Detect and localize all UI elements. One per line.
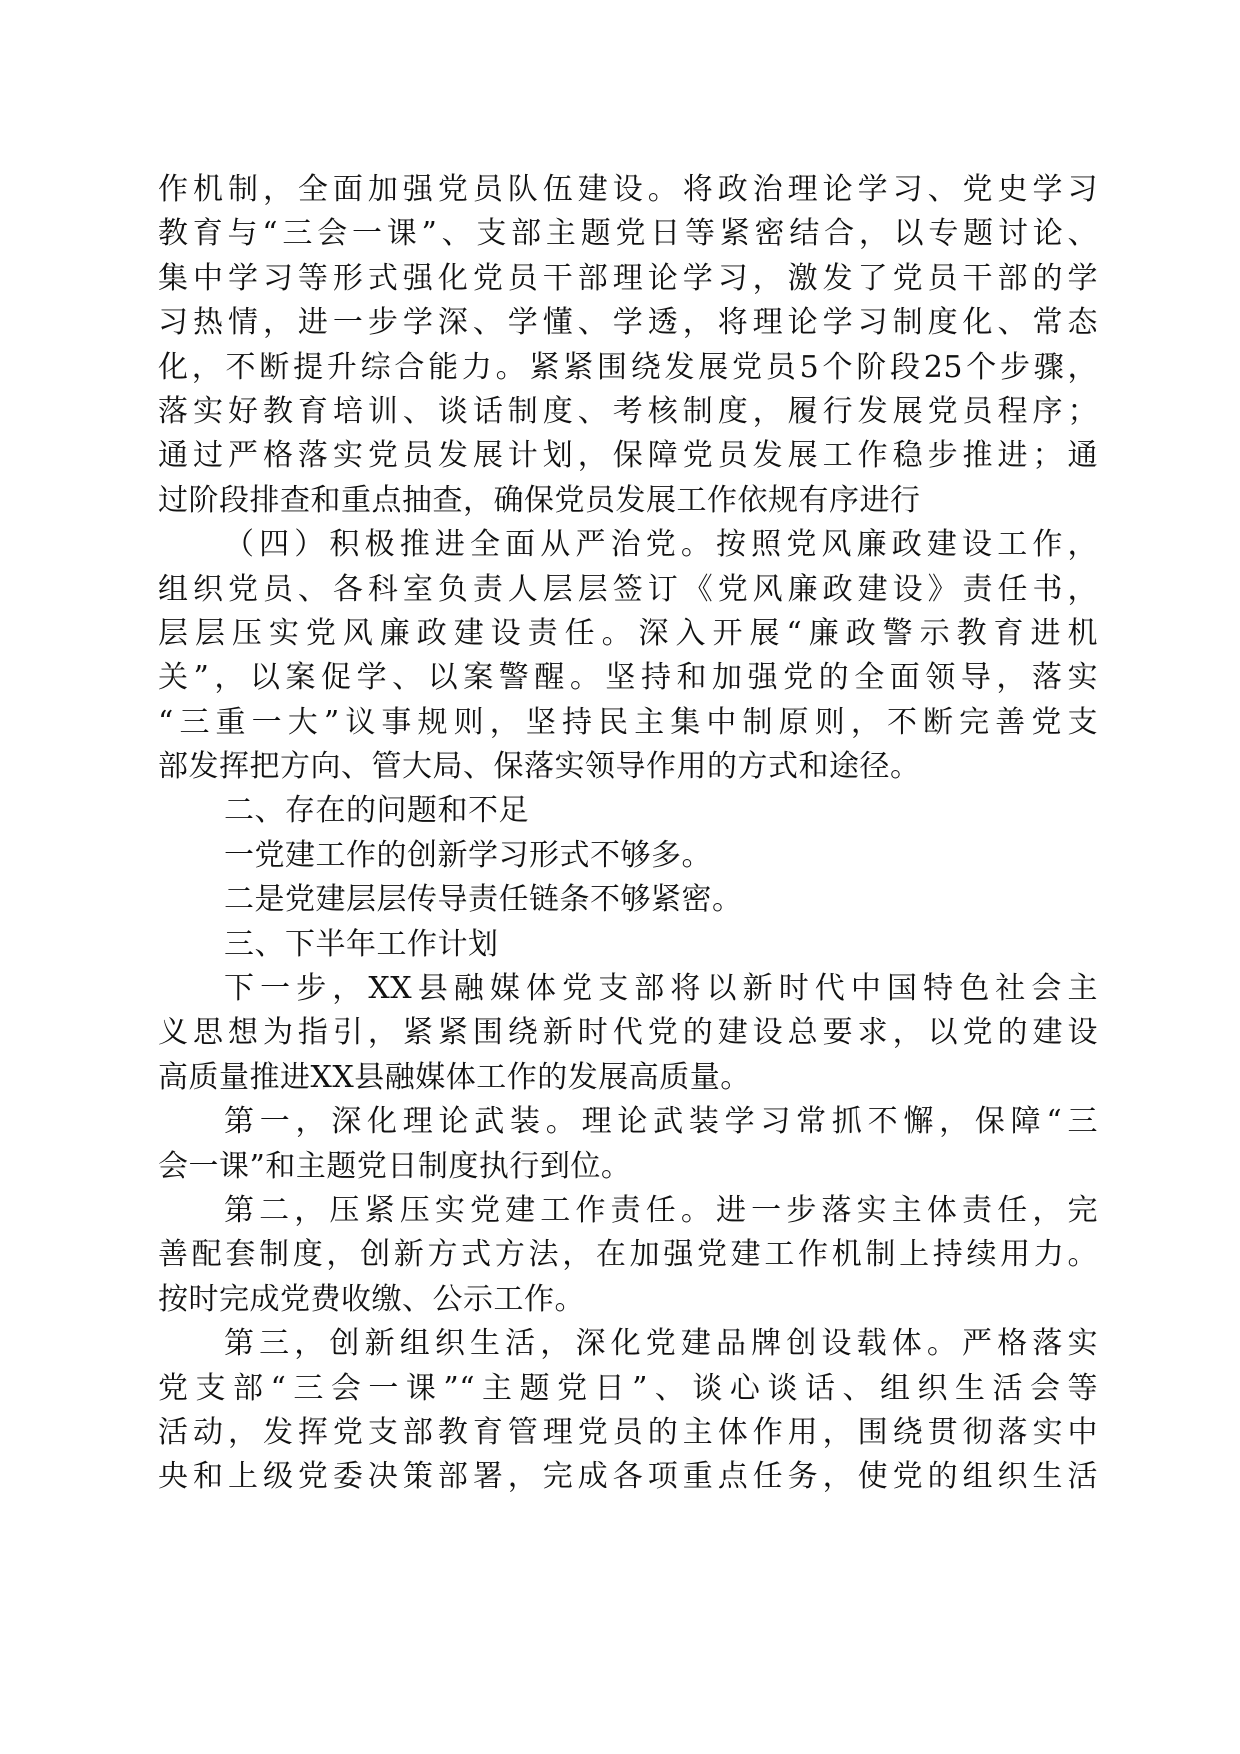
text-line: 化，不断提升综合能力。紧紧围绕发展党员5个阶段25个步骤， [158,349,1098,385]
text-line: 作机制，全面加强党员队伍建设。将政治理论学习、党史学习 [158,172,1098,207]
text-line: 部发挥把方向、管大局、保落实领导作用的方式和途径。 [158,749,921,785]
text-line: 一党建工作的创新学习形式不够多。 [224,837,712,873]
text-line: 二是党建层层传导责任链条不够紧密。 [224,882,743,918]
text-line: 层层压实党风廉政建设责任。深入开展“廉政警示教育进机 [158,615,1098,651]
text-line: 义思想为指引，紧紧围绕新时代党的建设总要求，以党的建设 [158,1015,1098,1051]
text-line: 组织党员、各科室负责人层层签订《党风廉政建设》责任书， [158,571,1098,607]
text-line: “三重一大”议事规则，坚持民主集中制原则，不断完善党支 [158,704,1098,740]
text-line: 按时完成党费收缴、公示工作。 [158,1281,585,1317]
text-line: 第二，压紧压实党建工作责任。进一步落实主体责任，完 [224,1192,1098,1228]
text-line: 活动，发挥党支部教育管理党员的主体作用，围绕贯彻落实中 [158,1414,1098,1450]
text-line: 党支部“三会一课”“主题党日”、谈心谈话、组织生活会等 [158,1370,1098,1406]
text-line: 高质量推进XX县融媒体工作的发展高质量。 [158,1059,751,1095]
section-heading: 三、下半年工作计划 [224,926,499,962]
text-line: 习热情，进一步学深、学懂、学透，将理论学习制度化、常态 [158,305,1098,341]
text-line: 会一课”和主题党日制度执行到位。 [158,1148,632,1184]
text-line: 关”，以案促学、以案警醒。坚持和加强党的全面领导，落实 [158,660,1098,696]
text-line: 下一步，XX县融媒体党支部将以新时代中国特色社会主 [224,971,1098,1007]
text-line: 教育与“三会一课”、支部主题党日等紧密结合，以专题讨论、 [158,216,1098,252]
text-line: 央和上级党委决策部署，完成各项重点任务，使党的组织生活 [158,1459,1098,1495]
text-line: （四）积极推进全面从严治党。按照党风廉政建设工作， [224,527,1098,563]
text-line: 通过严格落实党员发展计划，保障党员发展工作稳步推进；通 [158,438,1098,474]
text-line: 善配套制度，创新方式方法，在加强党建工作机制上持续用力。 [158,1237,1098,1273]
text-line: 集中学习等形式强化党员干部理论学习，激发了党员干部的学 [158,260,1098,296]
text-line: 第三，创新组织生活，深化党建品牌创设载体。严格落实 [224,1326,1098,1362]
text-line: 过阶段排查和重点抽查，确保党员发展工作依规有序进行 [158,482,921,518]
text-line: 落实好教育培训、谈话制度、考核制度，履行发展党员程序； [158,393,1098,429]
text-line: 第一，深化理论武装。理论武装学习常抓不懈，保障“三 [224,1104,1098,1140]
section-heading: 二、存在的问题和不足 [224,793,529,829]
document-body [158,168,1098,1500]
